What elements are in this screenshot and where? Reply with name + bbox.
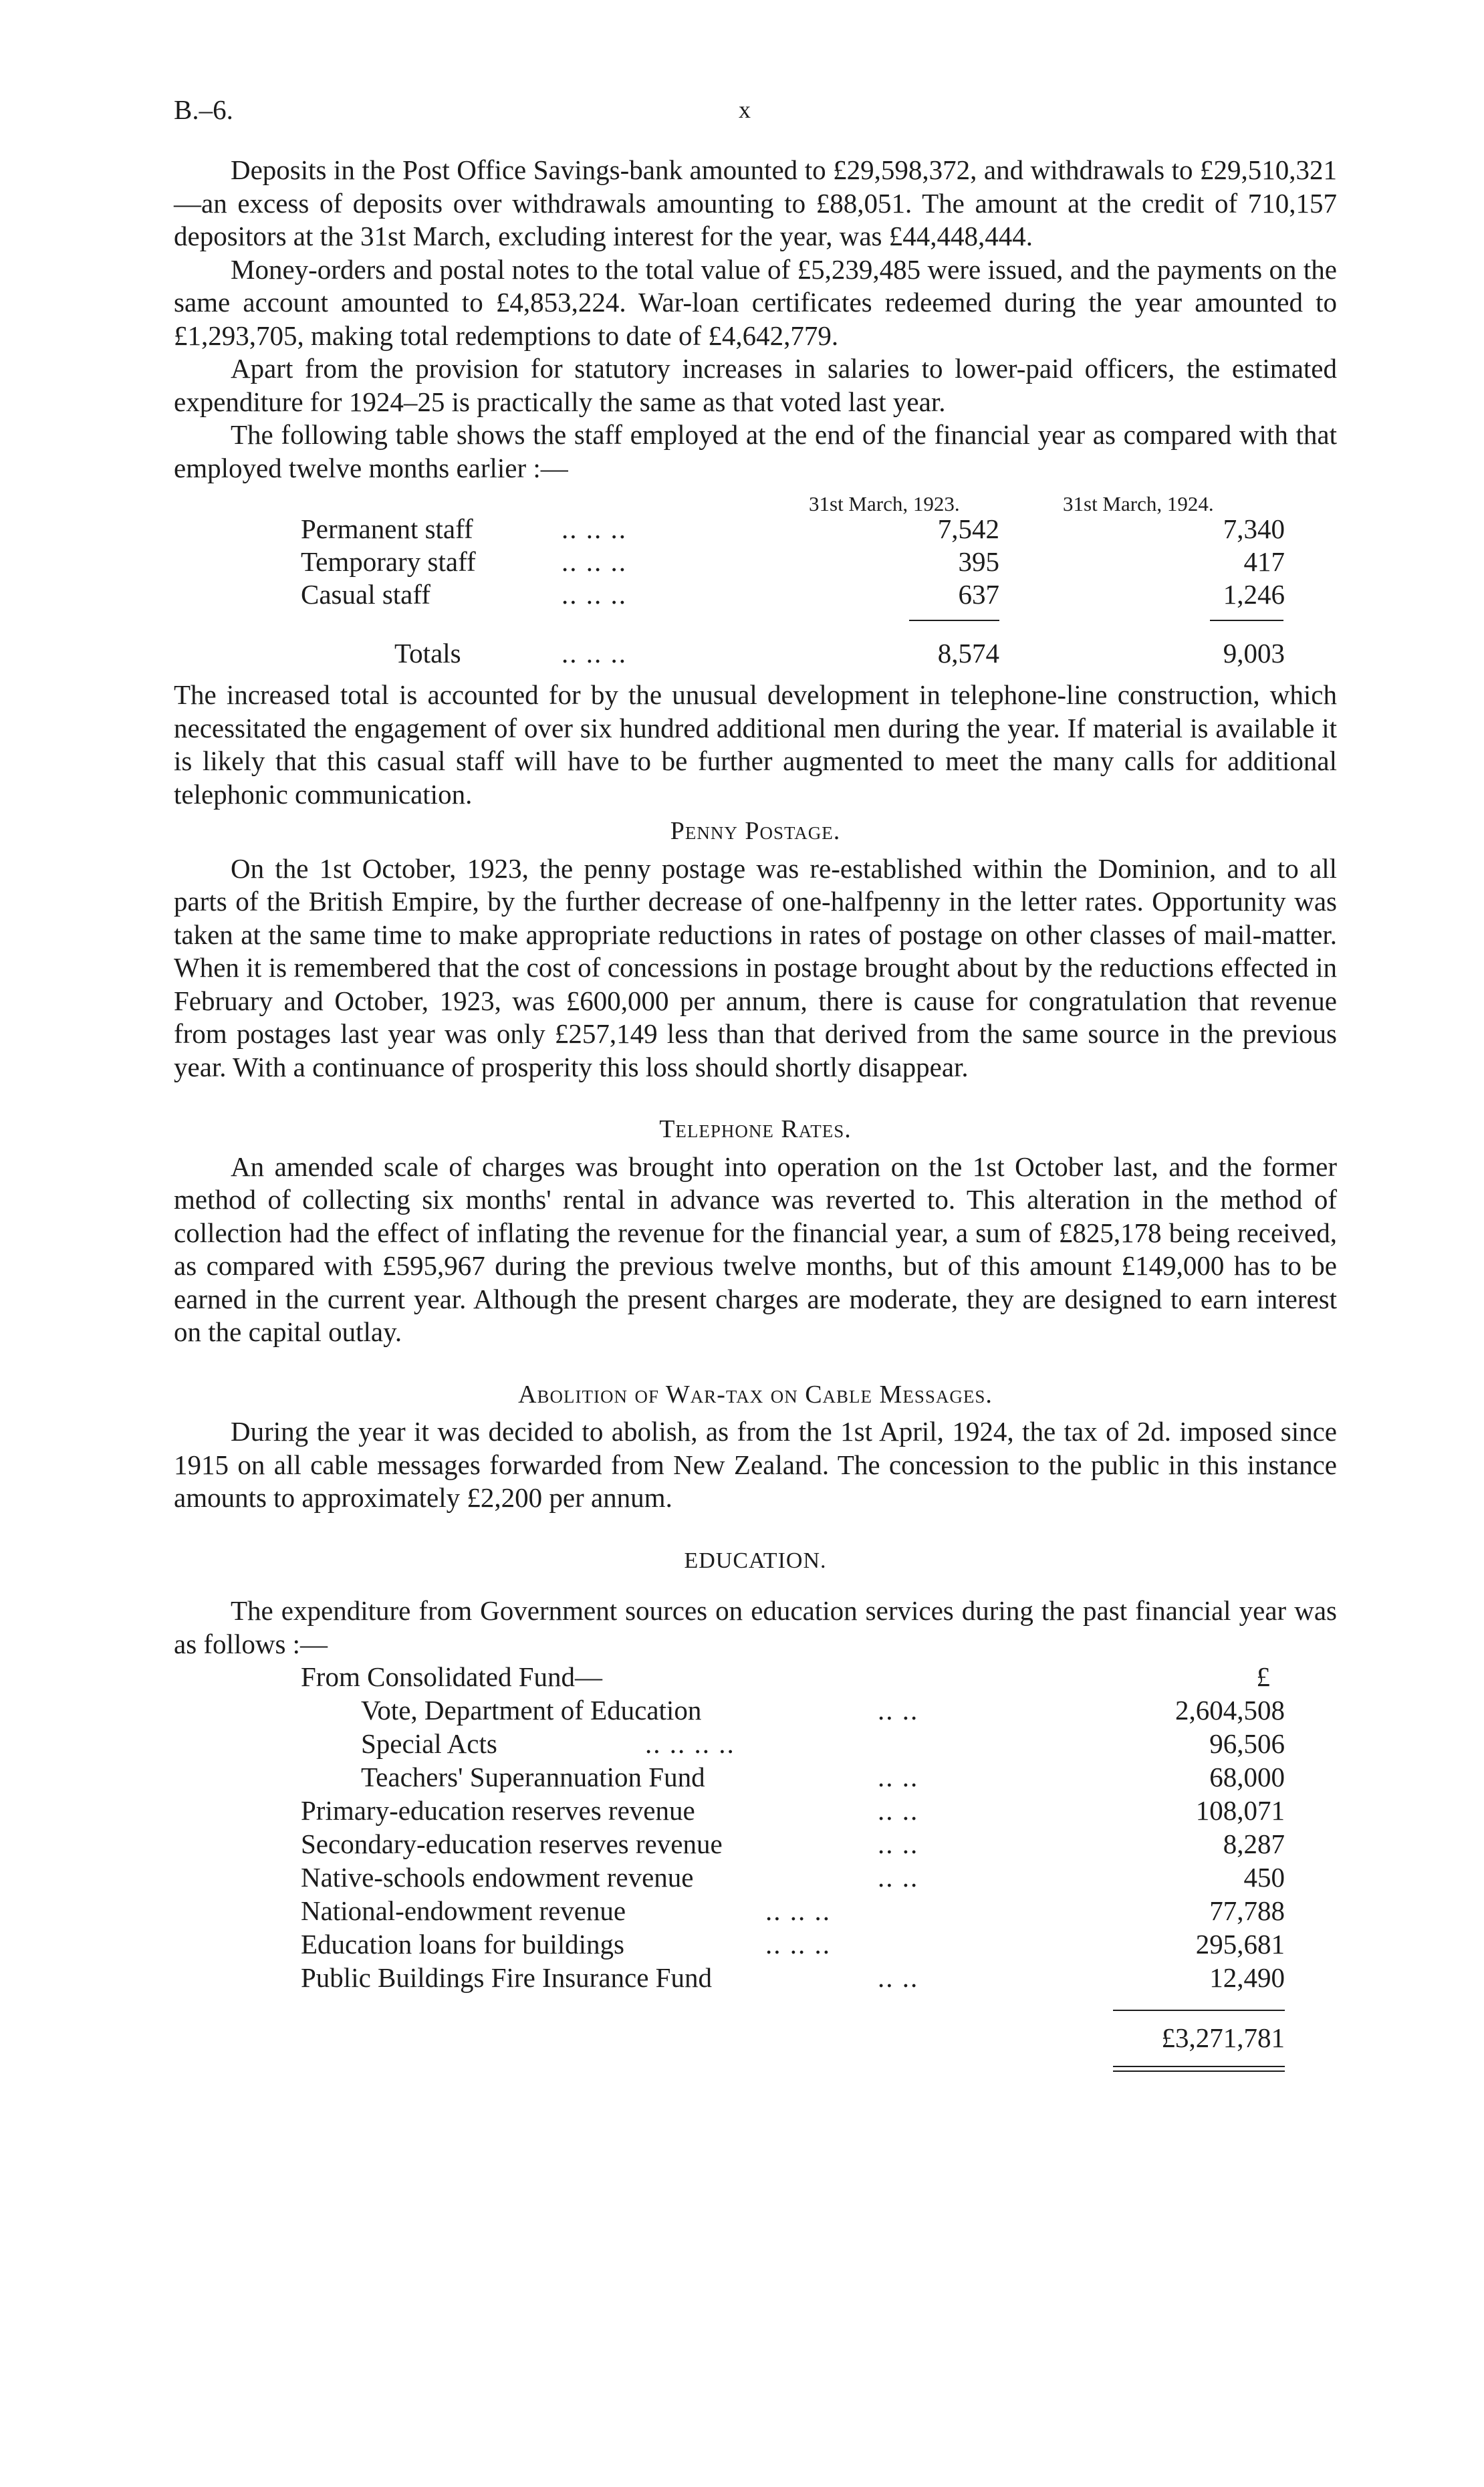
paragraph-cable-tax: During the year it was decided to abolish, as from the 1st April, 1924, the tax of 2d. imposed since 1915 on all cable messages forwarded from New Zealand. The concession to the public in this instance amounts to approximately £2,200 per annum.: [174, 1416, 1337, 1513]
sum-rule-1924: [1210, 620, 1283, 621]
education-total-row: [174, 2022, 1337, 2055]
staff-value-1924: 1,246: [1223, 579, 1285, 610]
page-header: [174, 94, 1337, 134]
staff-label: Casual staff: [301, 579, 430, 610]
staff-col-1924: 31st March, 1924.: [1063, 492, 1214, 515]
paragraph-telephone-rates: An amended scale of charges was brought into operation on the 1st October last, and the former method of collecting six months' rental in advance was reverted to. This alteration in the method of collection had the effect of inflating the revenue for the financial year, a sum of £825,178 being received, as compared with £595,967 during the previous twelve months, but of this amount £149,000 has to be earned in the current year. Although the present charges are moderate, they are designed to earn interest on the capital outlay.: [174, 1151, 1337, 1347]
double-rule-bottom: [1113, 2070, 1285, 2072]
education-label: Teachers' Superannuation Fund: [361, 1762, 705, 1792]
staff-value-1923: 637: [958, 579, 999, 610]
staff-value-1924: 417: [1243, 546, 1285, 577]
education-label: Special Acts: [361, 1728, 497, 1759]
staff-label: Permanent staff: [301, 513, 473, 544]
leader-dots: .. ..: [878, 1962, 919, 1993]
staff-row: [174, 578, 1337, 611]
education-value: 2,604,508: [1175, 1695, 1285, 1726]
education-row: [174, 1928, 1337, 1962]
staff-value-1923: 7,542: [937, 513, 999, 544]
staff-row: [174, 546, 1337, 578]
education-table: [174, 1661, 1337, 2142]
staff-totals-label: Totals: [394, 638, 461, 669]
staff-table: [174, 485, 1337, 679]
staff-total-1924: 9,003: [1223, 638, 1285, 669]
education-row: [174, 1828, 1337, 1861]
leader-dots: .. ..: [878, 1828, 919, 1859]
heading-penny-postage: Penny Postage.: [670, 817, 841, 845]
paragraph-money-orders: Money-orders and postal notes to the total value of £5,239,485 were issued, and the payments on the same account amounted to £4,853,224. War-loan certificates redeemed during the year amounted to £1,293,705, making total redemptions to date of £4,642,779.: [174, 253, 1337, 351]
education-row: [174, 1861, 1337, 1895]
education-value: 12,490: [1209, 1962, 1285, 1993]
leader-dots: .. .. ..: [562, 546, 627, 577]
paragraph-education-intro: The expenditure from Government sources on education services during the past financial year was as follows :—: [174, 1595, 1337, 1659]
heading-education: EDUCATION.: [684, 1548, 827, 1573]
leader-dots: .. ..: [878, 1762, 919, 1792]
currency-symbol: £: [1256, 1661, 1270, 1692]
page-reference: B.–6.: [174, 94, 233, 125]
staff-totals-row: [174, 637, 1337, 670]
staff-value-1924: 7,340: [1223, 513, 1285, 544]
document-page: [174, 94, 1337, 2142]
education-value: 8,287: [1223, 1828, 1285, 1859]
leader-dots: .. ..: [878, 1695, 919, 1726]
education-label: Vote, Department of Education: [361, 1695, 702, 1726]
page-number: x: [739, 96, 751, 123]
education-row: [174, 1962, 1337, 1995]
education-group-row: [174, 1661, 1337, 1694]
education-label: Native-schools endowment revenue: [301, 1862, 694, 1893]
education-value: 450: [1243, 1862, 1285, 1893]
education-row: [174, 1895, 1337, 1928]
heading-cable-tax: Abolition of War-tax on Cable Messages.: [518, 1380, 993, 1409]
paragraph-staff-intro: The following table shows the staff employed at the end of the financial year as compared with that employed twelve months earlier :—: [174, 419, 1337, 483]
education-row: [174, 1694, 1337, 1728]
education-row: [174, 1761, 1337, 1794]
staff-row: [174, 513, 1337, 546]
leader-dots: .. .. ..: [562, 579, 627, 610]
double-rule-top: [1113, 2066, 1285, 2067]
education-total: £3,271,781: [1161, 2022, 1285, 2053]
leader-dots: .. ..: [878, 1862, 919, 1893]
education-label: Public Buildings Fire Insurance Fund: [301, 1962, 712, 1993]
education-row: [174, 1728, 1337, 1761]
education-label: Secondary-education reserves revenue: [301, 1828, 723, 1859]
leader-dots: .. .. ..: [765, 1895, 831, 1926]
education-label: Primary-education reserves revenue: [301, 1795, 695, 1826]
paragraph-staff-after: The increased total is accounted for by the unusual development in telephone-line construction, which necessitated the engagement of over six hundred additional men during the year. If material is available it is likely that this casual staff will have to be further augmented to meet the many calls for additional telephonic communication.: [174, 679, 1337, 810]
leader-dots: .. .. .. ..: [645, 1728, 735, 1759]
education-group-label: From Consolidated Fund—: [301, 1661, 603, 1692]
education-label: National-endowment revenue: [301, 1895, 626, 1926]
staff-value-1923: 395: [958, 546, 999, 577]
education-value: 295,681: [1195, 1929, 1285, 1960]
leader-dots: .. .. ..: [562, 513, 627, 544]
paragraph-penny-postage: On the 1st October, 1923, the penny postage was re-established within the Dominion, and to all parts of the British Empire, by the further decrease of one-halfpenny in the letter rates. Opportunity was taken at the same time to make appropriate reductions in rates of postage on other classes of mail-matter. When it is remembered that the cost of concessions in postage brought about by the reductions effected in February and October, 1923, was £600,000 per annum, there is cause for congratulation that revenue from postages last year was only £257,149 less than that derived from the same source in the previous year. With a continuance of prosperity this loss should shortly disappear.: [174, 852, 1337, 1082]
paragraph-expenditure: Apart from the provision for statutory increases in salaries to lower-paid officers, the estimated expenditure for 1924–25 is practically the same as that voted last year.: [174, 353, 1337, 417]
paragraph-savings-bank: Deposits in the Post Office Savings-bank amounted to £29,598,372, and withdrawals to £29,510,321—an excess of deposits over withdrawals amounting to £88,051. The amount at the credit of 710,157 depositors at the 31st March, excluding interest for the year, was £44,448,444.: [174, 154, 1337, 251]
staff-total-1923: 8,574: [937, 638, 999, 669]
education-value: 96,506: [1209, 1728, 1285, 1759]
leader-dots: .. ..: [878, 1795, 919, 1826]
leader-dots: .. .. ..: [765, 1929, 831, 1960]
education-value: 77,788: [1209, 1895, 1285, 1926]
education-value: 108,071: [1195, 1795, 1285, 1826]
heading-telephone-rates: Telephone Rates.: [659, 1115, 852, 1143]
leader-dots: .. .. ..: [562, 638, 627, 669]
education-value: 68,000: [1209, 1762, 1285, 1792]
sum-rule-1923: [909, 620, 999, 621]
education-label: Education loans for buildings: [301, 1929, 624, 1960]
staff-label: Temporary staff: [301, 546, 476, 577]
staff-col-1923: 31st March, 1923.: [809, 492, 960, 515]
education-row: [174, 1794, 1337, 1828]
sum-rule: [1113, 2010, 1285, 2011]
